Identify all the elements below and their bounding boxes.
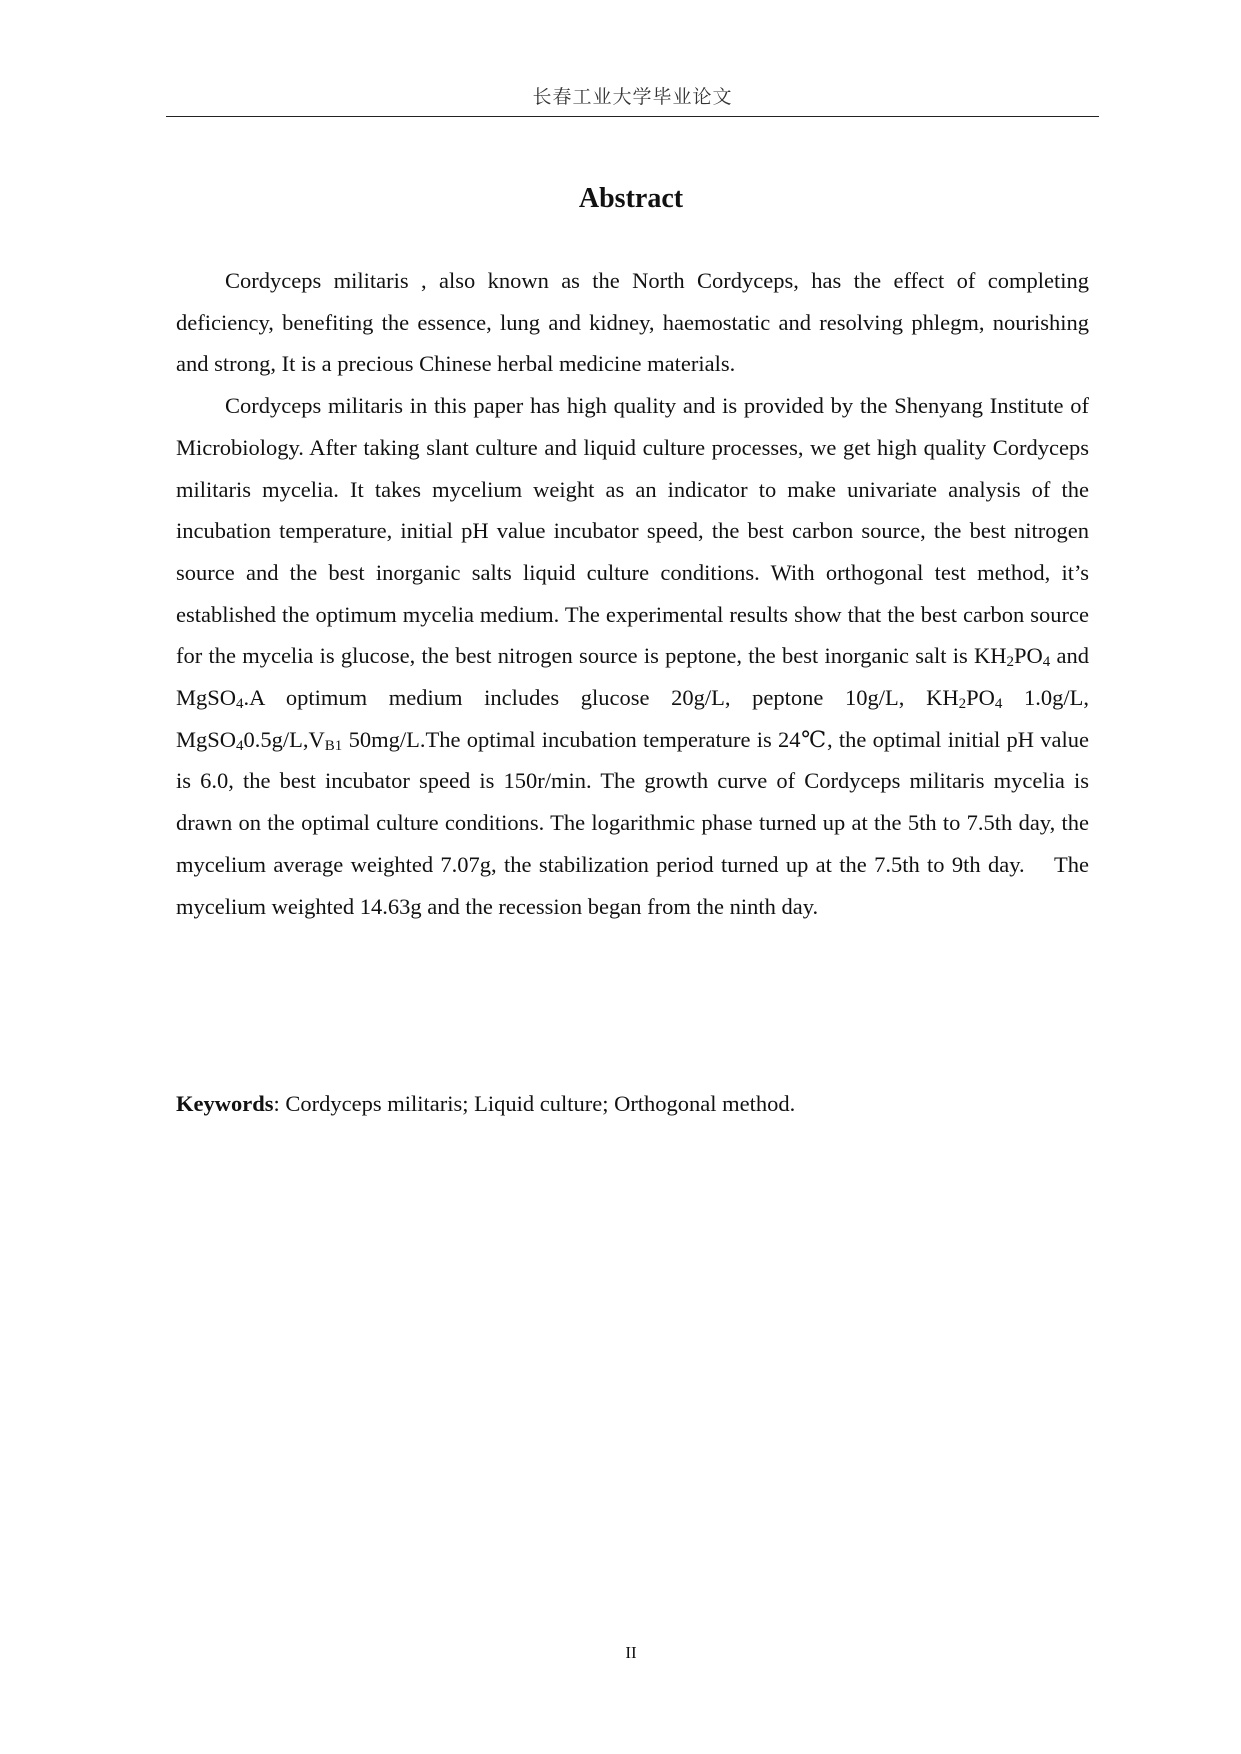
abstract-title: Abstract <box>578 183 684 214</box>
formula-text: PO <box>966 685 995 711</box>
paragraph-2-text-1: Cordyceps militaris in this paper has high quality and is provided by the Shenyang Institute of Microbiology. After taking slant culture and liquid culture processes, we get high quality Cordyceps militaris mycelia. It takes mycelium weight as an indicator to make univariate analysis of the incubation temperature, initial pH value incubator speed, the best carbon source, the best nitrogen source and the best inorganic salts liquid culture conditions. With orthogonal test method, it’s established the optimum mycelia medium. The experimental results show that the best carbon source for the mycelia is glucose, the best nitrogen source is peptone, the best inorganic salt is <box>176 393 1089 669</box>
formula-text: KH <box>974 643 1007 669</box>
subscript: 2 <box>958 696 967 713</box>
subscript: 4 <box>236 737 244 754</box>
paragraph-2-text-and: and <box>1050 643 1089 669</box>
formula-mgso4 <box>176 727 244 752</box>
formula-text: MgSO <box>176 685 237 711</box>
formula-text: KH <box>926 685 959 711</box>
subscript: 2 <box>1006 654 1014 671</box>
formula-text: MgSO <box>176 726 237 752</box>
keywords-text: : Cordyceps militaris; Liquid culture; Orthogonal method. <box>273 1091 796 1116</box>
keywords <box>176 1089 1089 1119</box>
formula-kh2po4 <box>974 643 1051 671</box>
subscript-b1: B1 <box>324 737 343 754</box>
header-title: 长春工业大学毕业论文 <box>532 87 733 108</box>
formula-text: PO <box>1014 643 1043 669</box>
formula-mgso4 <box>176 685 244 713</box>
paragraph-2-text-3: 1.0g/L, <box>1002 685 1089 711</box>
paragraph-2-text-4: 0.5g/L,V <box>243 726 325 752</box>
formula-kh2po4 <box>926 685 1003 713</box>
page-header <box>166 86 1099 117</box>
abstract-paragraph-2 <box>176 385 1089 927</box>
keywords-label: Keywords <box>176 1091 274 1116</box>
paragraph-2-text-5: 50mg/L.The optimal incubation temperature is 24℃, the optimal initial pH value is 6.0, the best incubator speed is 150r/min. The growth curve of Cordyceps militaris mycelia is drawn on the optimal culture conditions. The logarithmic phase turned up at the 5th to 7.5th day, the mycelium average weighted 7.07g, the stabilization period turned up at the 7.5th to 9th day. The mycelium weighted 14.63g and the recession began from the ninth day. <box>176 726 1089 919</box>
paragraph-2-text-2: .A optimum medium includes glucose 20g/L, peptone 10g/L, <box>243 685 927 711</box>
subscript: 4 <box>1042 654 1051 671</box>
abstract-paragraph-1: Cordyceps militaris , also known as the North Cordyceps, has the effect of completing deficiency, benefiting the essence, lung and kidney, haemostatic and resolving phlegm, nourishing and strong, It is a precious Chinese herbal medicine materials. <box>176 268 1089 377</box>
abstract-body <box>176 260 1089 927</box>
subscript: 4 <box>994 696 1003 713</box>
subscript: 4 <box>236 696 244 713</box>
page-number: II <box>625 1643 637 1662</box>
